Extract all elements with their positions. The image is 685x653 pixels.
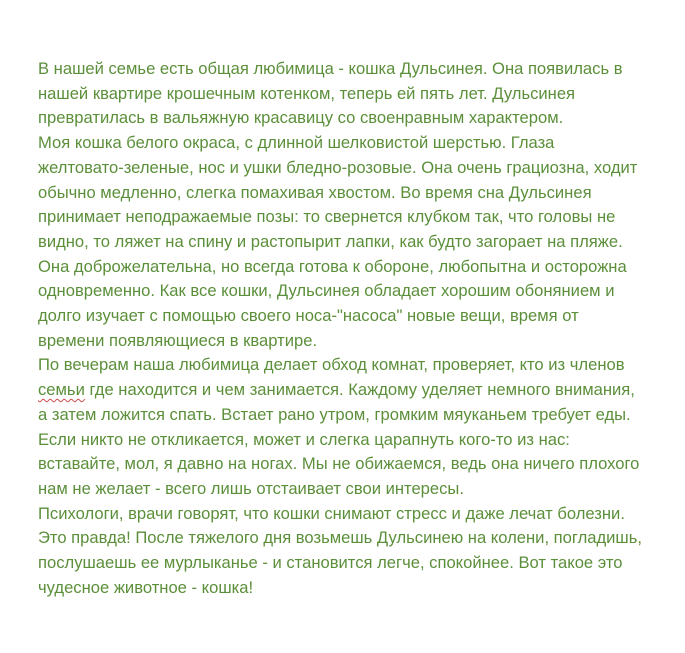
text-line (38, 378, 678, 403)
text-line: Она доброжелательна, но всегда готова к обороне, любопытна и осторожна (38, 256, 627, 276)
text-line: Если никто не откликается, может и слегка царапнуть кого-то из нас: (38, 429, 570, 449)
text-line: долго изучает с помощью своего носа-"насоса" новые вещи, время от (38, 306, 579, 326)
text-line: Моя кошка белого окраса, с длинной шелковистой шерстью. Глаза (38, 133, 555, 153)
text-line: В нашей семье есть общая любимица - кошка Дульсинея. Она появилась в (38, 59, 623, 78)
text-fragment: где находится и чем занимается. Каждому уделяет немного внимания, (84, 380, 635, 400)
text-line: Психологи, врачи говорят, что кошки снимают стресс и даже лечат болезни. (38, 503, 625, 523)
text-line: нашей квартире крошечным котенком, теперь ей пять лет. Дульсинея (38, 83, 576, 103)
text-line: желтовато-зеленые, нос и ушки бледно-розовые. Она очень грациозна, ходит (38, 157, 638, 177)
text-line: времени появляющиеся в квартире. (38, 330, 318, 350)
text-line: а затем ложится спать. Встает рано утром, громким мяуканьем требует еды. (38, 404, 631, 424)
text-line: вставайте, мол, я давно на ногах. Мы не обижаемся, ведь она ничего плохого (38, 454, 640, 474)
text-line: чудесное животное - кошка! (38, 577, 254, 597)
text-line: принимает неподражаемые позы: то свернется клубком так, что головы не (38, 207, 616, 227)
text-line: обычно медленно, слегка помахивая хвостом. Во время сна Дульсинея (38, 182, 592, 202)
text-line: По вечерам наша любимица делает обход комнат, проверяет, кто из членов (38, 355, 625, 375)
document-body (38, 57, 678, 600)
text-line: одновременно. Как все кошки, Дульсинея обладает хорошим обонянием и (38, 281, 615, 301)
text-line: превратилась в вальяжную красавицу со своенравным характером. (38, 108, 564, 128)
text-line: Это правда! После тяжелого дня возьмешь Дульсинею на колени, погладишь, (38, 528, 643, 548)
text-line: видно, то ляжет на спину и растопырит лапки, как будто загорает на пляже. (38, 231, 623, 251)
text-line: нам не желает - всего лишь отстаивает свои интересы. (38, 478, 464, 498)
spellcheck-word[interactable]: семьи (38, 380, 85, 400)
text-line: послушаешь ее мурлыканье - и становится легче, спокойнее. Вот такое это (38, 553, 623, 573)
